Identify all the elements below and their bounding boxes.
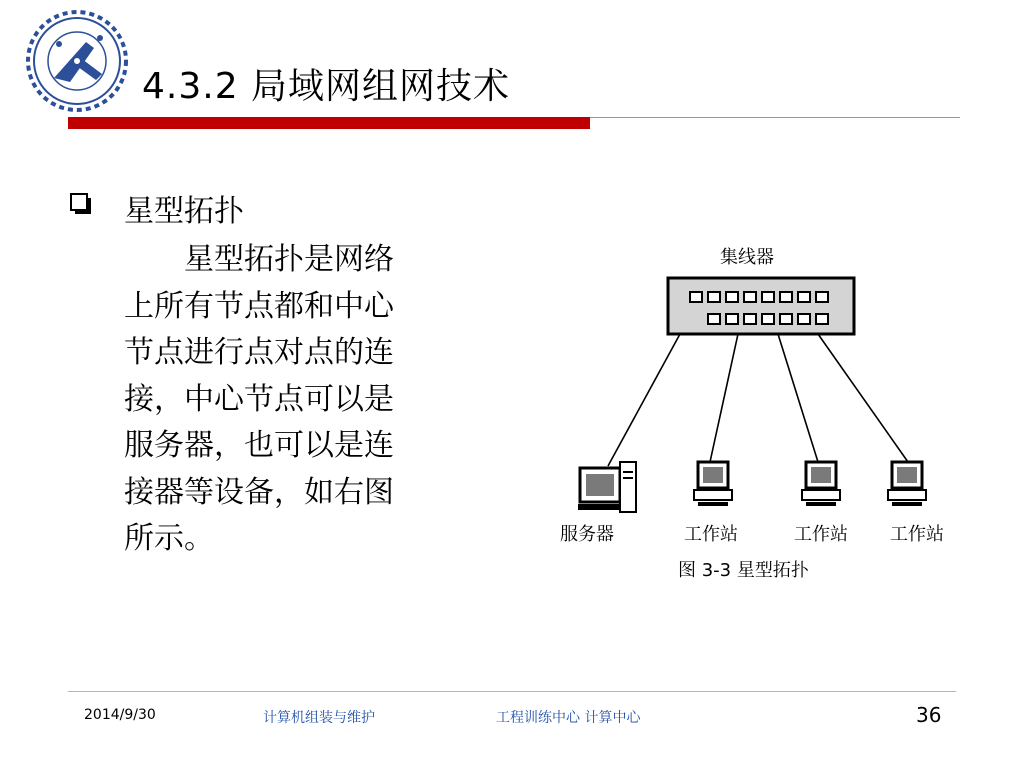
workstation-label: 工作站 [794, 524, 848, 545]
workstation-icon [802, 462, 840, 506]
hub-icon [668, 278, 854, 334]
footer-date: 2014/9/30 [84, 707, 156, 723]
checkbox-bullet-icon [70, 193, 92, 215]
workstation-icon [888, 462, 926, 506]
training-center-logo [24, 8, 130, 114]
server-label: 服务器 [560, 524, 614, 545]
slide-title: 4.3.2 局域网组网技术 [142, 66, 511, 107]
paragraph-line: 节点进行点对点的连 [124, 335, 394, 370]
title-underline [68, 117, 590, 129]
body-paragraph [124, 237, 464, 563]
hub-label: 集线器 [720, 247, 774, 268]
workstation-label: 工作站 [684, 524, 738, 545]
footer-course: 计算机组装与维护 [263, 710, 375, 726]
workstation-icon [694, 462, 732, 506]
bullet-heading: 星型拓扑 [124, 194, 244, 229]
title-rule-extension [590, 117, 960, 118]
footer-rule [68, 691, 956, 692]
paragraph-line: 服务器，也可以是连 [124, 428, 394, 463]
paragraph-line: 所示。 [124, 521, 214, 556]
paragraph-line: 上所有节点都和中心 [124, 288, 394, 324]
connection-lines [608, 334, 908, 466]
paragraph-line: 接，中心节点可以是 [124, 381, 394, 417]
paragraph-line: 星型拓扑是网络 [124, 242, 394, 277]
paragraph-line: 接器等设备，如右图 [124, 474, 394, 510]
workstation-label: 工作站 [890, 524, 944, 545]
figure-caption: 图 3-3 星型拓扑 [678, 560, 809, 581]
star-topology-diagram [548, 236, 968, 592]
server-icon [578, 462, 636, 512]
page-number: 36 [916, 703, 942, 727]
footer-center: 工程训练中心 计算中心 [496, 710, 641, 726]
